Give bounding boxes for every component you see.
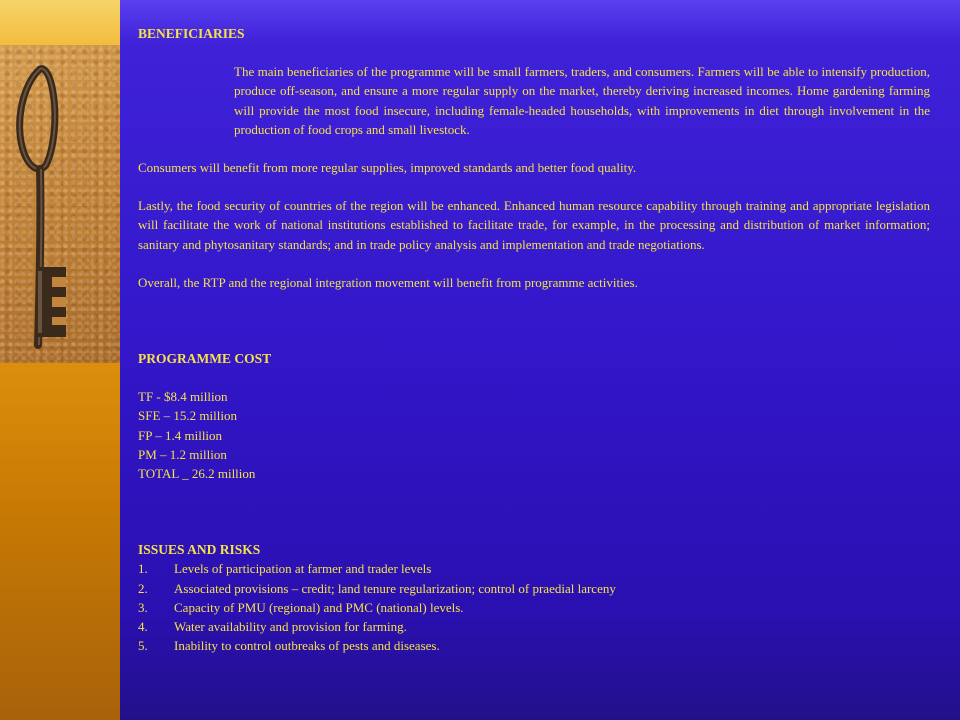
list-item-text: Water availability and provision for farming. <box>174 619 407 635</box>
key-photo <box>0 45 120 363</box>
beneficiaries-paragraph-3: Lastly, the food security of countries of the region will be enhanced. Enhanced human resource capability through training and appropriate legislation will facilitate the work of national institutions established to facilitate trade, for example, in the processing and distribution of market information; sanitary and phytosanitary standards; and in trade policy analysis and implementation and trade negotiations. <box>138 198 930 252</box>
list-item <box>138 617 930 636</box>
sidebar-strip <box>0 0 120 720</box>
cost-line-tf: TF - $8.4 million <box>138 389 228 405</box>
list-item <box>138 636 930 655</box>
beneficiaries-paragraph-4: Overall, the RTP and the regional integration movement will benefit from programme activities. <box>138 274 638 290</box>
cost-heading: PROGRAMME COST <box>138 351 272 367</box>
list-item-number: 4. <box>138 619 148 635</box>
beneficiaries-paragraph-2: Consumers will benefit from more regular supplies, improved standards and better food quality. <box>138 160 637 176</box>
list-item <box>138 598 930 617</box>
list-item-text: Levels of participation at farmer and trader levels <box>174 561 432 577</box>
beneficiaries-heading: BENEFICIARIES <box>138 26 245 41</box>
cost-line-fp: FP – 1.4 million <box>138 427 223 443</box>
list-item-text: Capacity of PMU (regional) and PMC (national) levels. <box>174 599 464 615</box>
risks-list <box>138 559 930 655</box>
list-item-number: 5. <box>138 638 148 654</box>
beneficiaries-paragraph-1: The main beneficiaries of the programme will be small farmers, traders, and consumers. Farmers will be able to intensify production, produce off-season, and ensure a more regular supply on the market, thereby deriving increased incomes. Home gardening farming will provide the most food insecure, including female-headed households, with improvements in diet through involvement in the production of food crops and small livestock. <box>234 64 930 137</box>
cost-line-sfe: SFE – 15.2 million <box>138 408 237 424</box>
list-item-number: 1. <box>138 561 148 577</box>
list-item-text: Inability to control outbreaks of pests and diseases. <box>174 638 440 654</box>
old-iron-key-icon <box>0 45 120 363</box>
list-item-number: 2. <box>138 580 148 596</box>
risks-heading: ISSUES AND RISKS <box>138 542 261 558</box>
cost-line-total: TOTAL _ 26.2 million <box>138 466 256 482</box>
slide-body <box>120 0 960 720</box>
list-item <box>138 559 930 578</box>
list-item-number: 3. <box>138 599 148 615</box>
slide-content <box>138 24 930 655</box>
cost-line-pm: PM – 1.2 million <box>138 446 227 462</box>
list-item <box>138 579 930 598</box>
list-item-text: Associated provisions – credit; land tenure regularization; control of praedial larceny <box>174 580 616 596</box>
